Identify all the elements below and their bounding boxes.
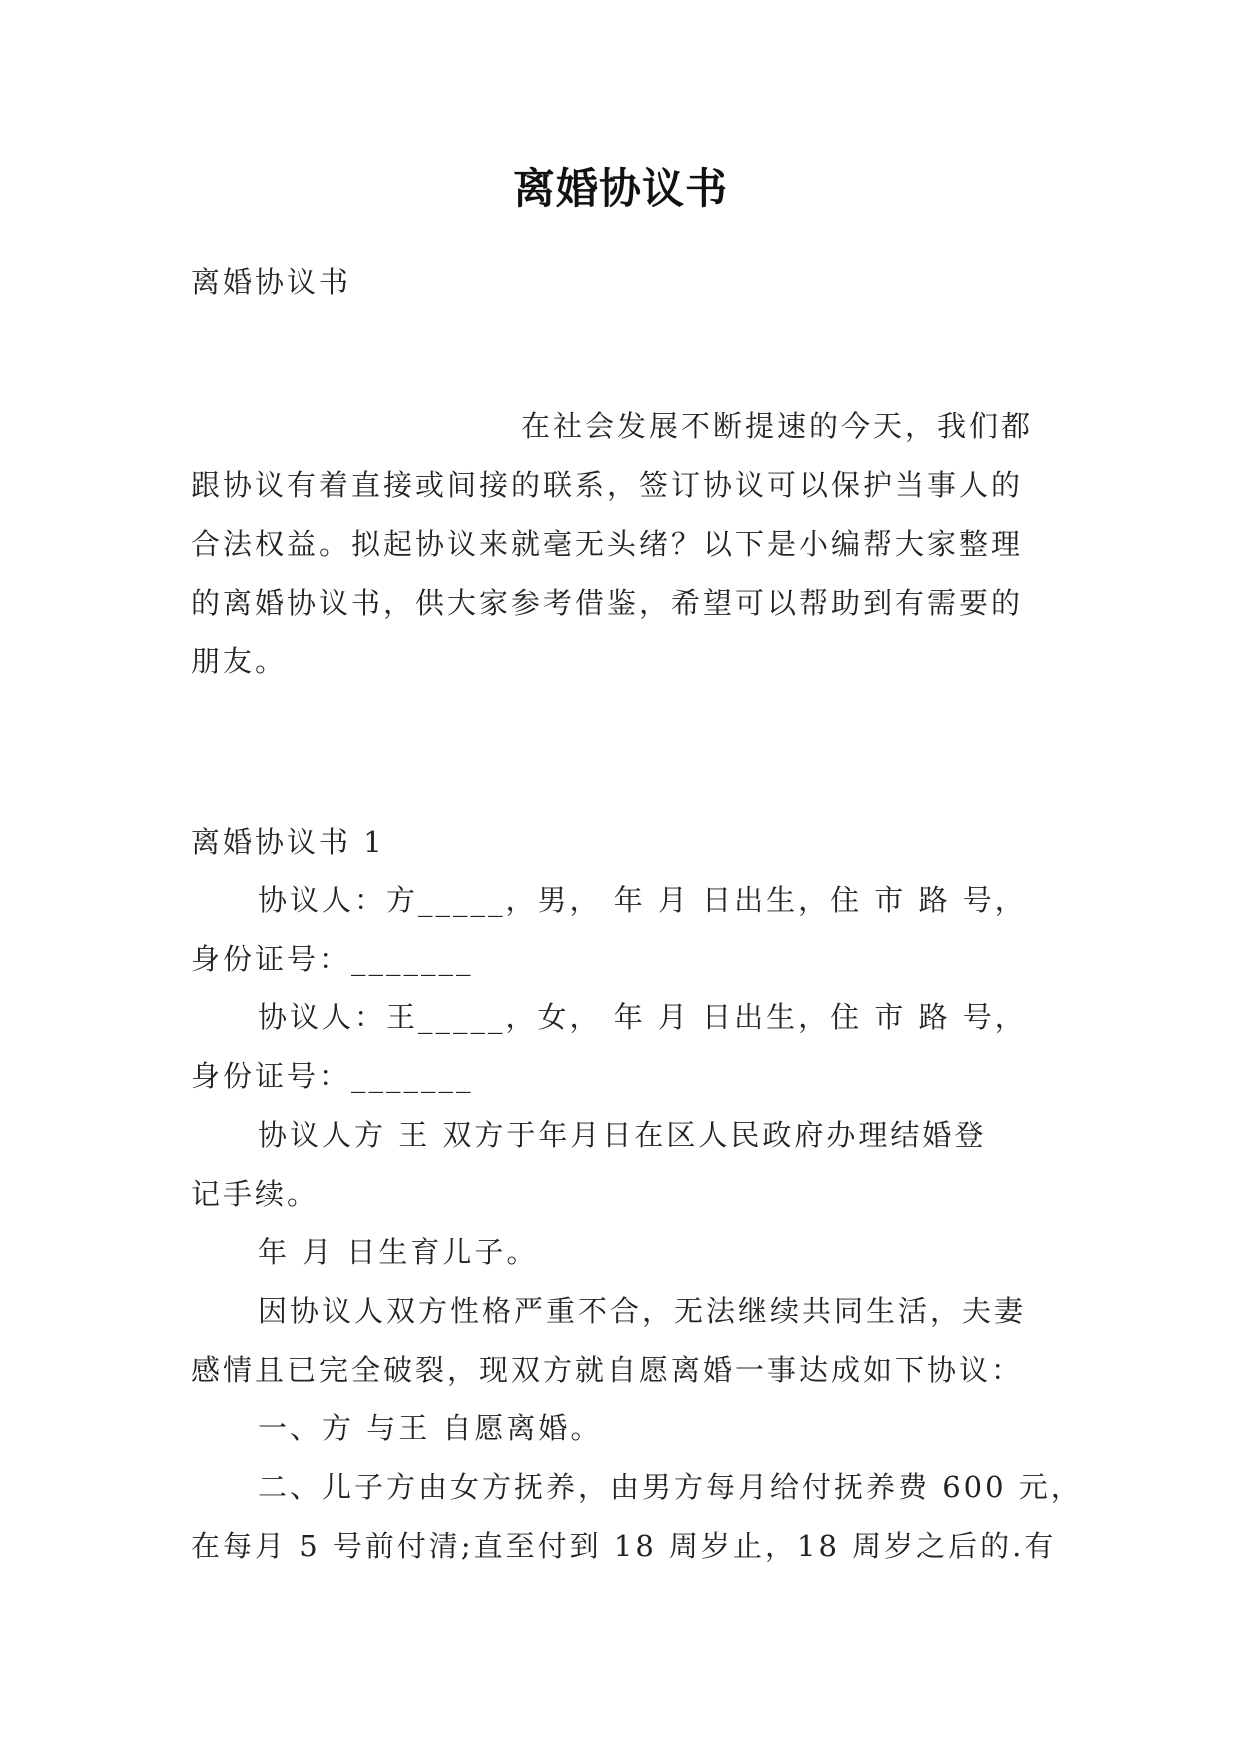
intro-line-4: 的离婚协议书，供大家参考借鉴，希望可以帮助到有需要的 (191, 586, 1024, 620)
clause-1: 一、方 与王 自愿离婚。 (258, 1411, 603, 1445)
party2-line-2: 身份证号：_______ (191, 1059, 474, 1093)
intro-line-3: 合法权益。拟起协议来就毫无头绪？以下是小编帮大家整理 (191, 527, 1024, 561)
document-subtitle: 离婚协议书 (191, 265, 352, 299)
party1-line-2: 身份证号：_______ (191, 942, 474, 976)
marriage-line-1: 协议人方 王 双方于年月日在区人民政府办理结婚登 (258, 1118, 987, 1152)
marriage-line-2: 记手续。 (191, 1177, 320, 1211)
intro-line-1: 在社会发展不断提速的今天，我们都 (521, 409, 1034, 443)
clause-2-line-1: 二、儿子方由女方抚养，由男方每月给付抚养费 600 元， (258, 1470, 1083, 1504)
section-heading: 离婚协议书 1 (191, 825, 385, 859)
intro-line-5: 朋友。 (191, 644, 288, 678)
intro-line-2: 跟协议有着直接或间接的联系，签订协议可以保护当事人的 (191, 468, 1024, 502)
party2-line-1: 协议人：王_____，女， 年 月 日出生，住 市 路 号， (258, 1000, 1027, 1034)
birth-line: 年 月 日生育儿子。 (258, 1235, 539, 1269)
reason-line-2: 感情且已完全破裂，现双方就自愿离婚一事达成如下协议： (191, 1353, 1024, 1387)
party1-line-1: 协议人：方_____，男， 年 月 日出生，住 市 路 号， (258, 883, 1027, 917)
reason-line-1: 因协议人双方性格严重不合，无法继续共同生活，夫妻 (258, 1294, 1027, 1328)
document-title: 离婚协议书 (512, 164, 728, 213)
clause-2-line-2: 在每月 5 号前付清;直至付到 18 周岁止，18 周岁之后的.有 (191, 1529, 1057, 1563)
